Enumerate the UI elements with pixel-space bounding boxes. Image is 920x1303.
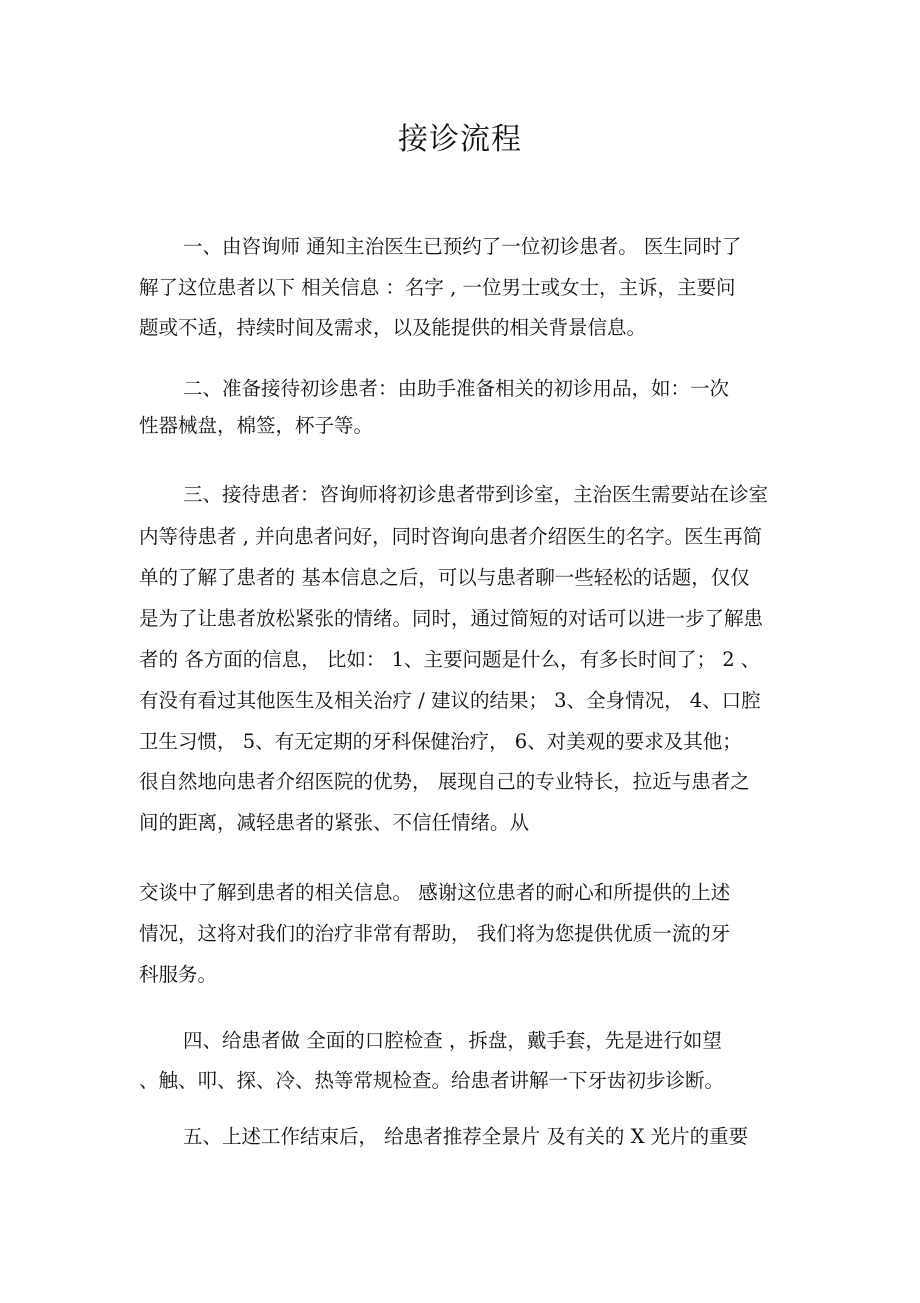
paragraph-3-line-7: 卫生习惯， 5、有无定期的牙科保健治疗， 6、对美观的要求及其他； [139, 730, 742, 753]
paragraph-4-line-1: 交谈中了解到患者的相关信息。 感谢这位患者的耐心和所提供的上述 [139, 881, 731, 904]
paragraph-3-line-1: 三、接待患者：咨询师将初诊患者带到诊室，主治医生需要站在诊室 [183, 483, 769, 506]
paragraph-3-line-2: 内等待患者 , 并向患者问好，同时咨询向患者介绍医生的名字。医生再简 [139, 525, 763, 548]
paragraph-1-line-3: 题或不适，持续时间及需求，以及能提供的相关背景信息。 [139, 316, 647, 339]
paragraph-3-line-9: 间的距离，减轻患者的紧张、不信任情绪。从 [139, 811, 530, 834]
paragraph-3-line-3: 单的了解了患者的 基本信息之后，可以与患者聊一些轻松的话题，仅仅 [139, 566, 750, 589]
document-title: 接诊流程 [398, 122, 522, 157]
paragraph-1-line-2: 解了这位患者以下 相关信息 ：名字 , 一位男士或女士，主诉，主要问 [139, 276, 736, 299]
paragraph-6-line-1: 五、上述工作结束后， 给患者推荐全景片 及有关的 X 光片的重要 [183, 1125, 749, 1148]
paragraph-5-line-2: 、触、叩、探、冷、热等常规检查。给患者讲解一下牙齿初步诊断。 [139, 1069, 725, 1092]
paragraph-4-line-3: 科服务。 [139, 963, 218, 986]
paragraph-3-line-4: 是为了让患者放松紧张的情绪。同时，通过简短的对话可以进一步了解患 [139, 607, 764, 630]
paragraph-4-line-2: 情况，这将对我们的治疗非常有帮助， 我们将为您提供优质一流的牙 [139, 922, 731, 945]
paragraph-5-line-1: 四、给患者做 全面的口腔检查 ，拆盘，戴手套，先是进行如望 [183, 1029, 722, 1052]
paragraph-2-line-1: 二、准备接待初诊患者：由助手准备相关的初诊用品，如：一次 [183, 377, 730, 400]
paragraph-1-line-1: 一、由咨询师 通知主治医生已预约了一位初诊患者。 医生同时了 [183, 235, 742, 258]
paragraph-3-line-5: 者的 各方面的信息， 比如： 1、主要问题是什么，有多长时间了； 2 、 [139, 648, 761, 671]
paragraph-3-line-6: 有没有看过其他医生及相关治疗 / 建议的结果； 3、全身情况， 4、口腔 [139, 689, 761, 712]
paragraph-3-line-8: 很自然地向患者介绍医院的优势， 展现自己的专业特长，拉近与患者之 [139, 770, 750, 793]
paragraph-2-line-2: 性器械盘，棉签，杯子等。 [139, 414, 374, 437]
